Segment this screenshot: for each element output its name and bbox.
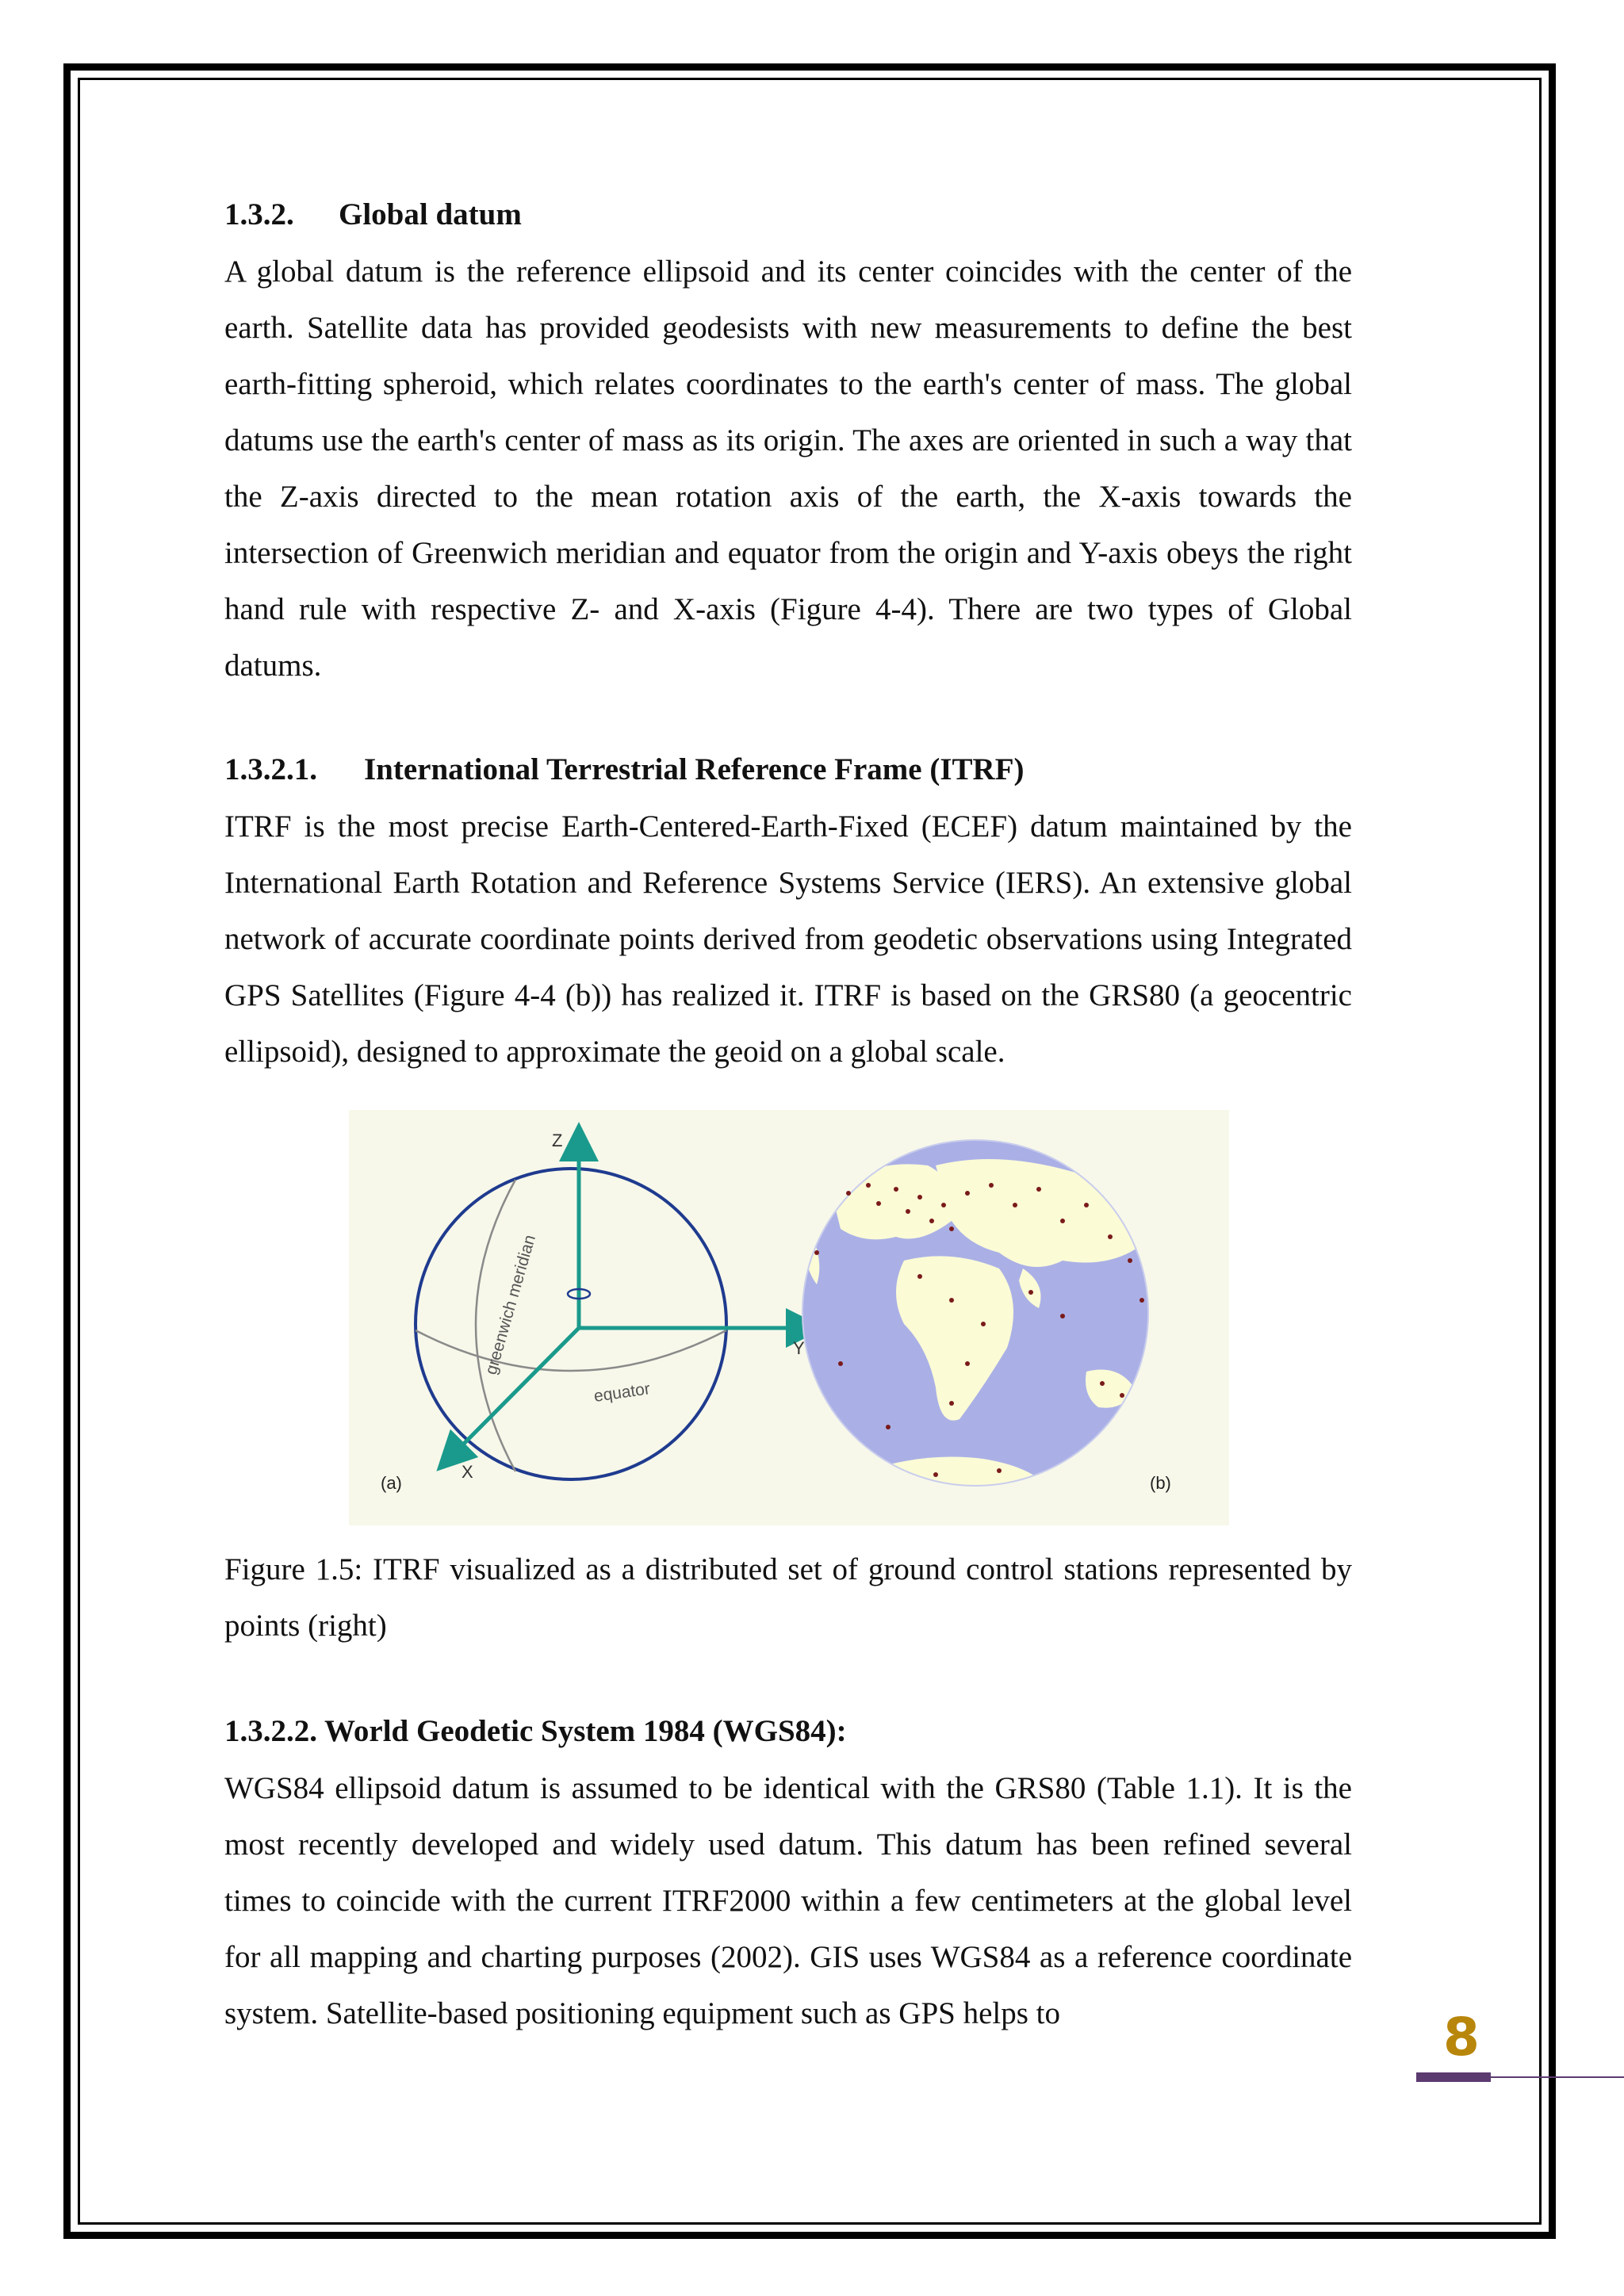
station-point — [1128, 1258, 1132, 1263]
station-point — [941, 1203, 946, 1207]
station-point — [1060, 1314, 1065, 1318]
station-point — [1013, 1203, 1017, 1207]
station-point — [981, 1322, 986, 1326]
section-title: Global datum — [339, 197, 522, 232]
meridian-label: greenwich meridian — [481, 1232, 539, 1377]
sphere-outline — [416, 1169, 726, 1479]
station-point — [1028, 1290, 1033, 1295]
section-title: International Terrestrial Reference Frame (ITRF) — [364, 752, 1025, 786]
section-number: 1.3.2.1. — [224, 752, 317, 786]
page-content — [224, 186, 1352, 2042]
paragraph-itrf: ITRF is the most precise Earth-Centered-Earth-Fixed (ECEF) datum maintained by the International Earth Rotation and Reference Systems Service (IERS). An extensive global network of accurate coordinate points derived from geodetic observations using Integrated GPS Satellites (Figure 4-4 (b)) has realized it. ITRF is based on the GRS80 (a geocentric ellipsoid), designed to approximate the geoid on a global scale. — [224, 809, 1352, 1069]
station-point — [965, 1361, 970, 1366]
station-point — [1060, 1219, 1065, 1223]
station-point — [917, 1195, 922, 1200]
station-point — [866, 1183, 871, 1188]
section-heading-wgs84: 1.3.2.2. World Geodetic System 1984 (WGS84): — [224, 1714, 847, 1748]
station-point — [886, 1425, 891, 1429]
station-point — [917, 1274, 922, 1279]
ecef-axes-diagram — [381, 1131, 806, 1493]
station-point — [949, 1226, 954, 1231]
station-point — [997, 1468, 1002, 1473]
x-axis-label: X — [462, 1462, 473, 1482]
panel-b-label: (b) — [1150, 1473, 1171, 1493]
station-point — [929, 1219, 934, 1223]
station-point — [1036, 1187, 1041, 1192]
station-point — [1139, 1298, 1144, 1303]
station-point — [876, 1201, 881, 1206]
station-point — [1084, 1203, 1089, 1207]
page-number-bar — [1416, 2072, 1491, 2082]
station-point — [846, 1191, 851, 1196]
paragraph-wgs84: WGS84 ellipsoid datum is assumed to be identical with the GRS80 (Table 1.1). It is the most recently developed and widely used datum. This datum has been refined several times to coincide with the current ITRF2000 within a few centimeters at the global level for all mapping and charting purposes (2002). GIS uses WGS84 as a reference coordinate system. Satellite-based positioning equipment such as GPS helps to — [224, 1771, 1352, 2030]
land-europe-north — [833, 1164, 953, 1239]
section-number: 1.3.2. — [224, 197, 294, 232]
station-point — [1100, 1381, 1105, 1386]
section-heading-itrf — [224, 741, 1352, 798]
station-point — [989, 1183, 994, 1188]
station-point — [949, 1401, 954, 1406]
y-axis-label: Y — [793, 1338, 805, 1358]
equator-label: equator — [592, 1380, 652, 1406]
station-point — [894, 1187, 898, 1192]
paragraph-global-datum: A global datum is the reference ellipsoid and its center coincides with the center of the earth. Satellite data has provided geodesists with new measurements to define the best earth-fitting spheroid, which relates coordinates to the earth's center of mass. The global datums use the earth's center of mass as its origin. The axes are oriented in such a way that the Z-axis directed to the mean rotation axis of the earth, the X-axis towards the intersection of Greenwich meridian and equator from the origin and Y-axis obeys the right hand rule with respective Z- and X-axis (Figure 4-4). There are two types of Global datums. — [224, 254, 1352, 683]
station-point — [1120, 1393, 1124, 1398]
panel-a-label: (a) — [381, 1473, 402, 1493]
figure-container — [224, 1080, 1352, 1541]
page-number: 8 — [1443, 2007, 1480, 2068]
figure-caption: Figure 1.5: ITRF visualized as a distributed set of ground control stations represented by points (right) — [224, 1552, 1352, 1643]
station-point — [906, 1209, 910, 1214]
itrf-globe — [802, 1140, 1171, 1493]
station-point — [838, 1361, 843, 1366]
section-heading-global-datum — [224, 186, 1352, 243]
x-axis-line — [450, 1328, 579, 1457]
station-point — [1108, 1234, 1113, 1239]
station-point — [814, 1250, 819, 1255]
page-number-rule — [1491, 2076, 1624, 2078]
station-point — [949, 1298, 954, 1303]
z-axis-label: Z — [552, 1131, 563, 1150]
station-point — [965, 1191, 970, 1196]
station-point — [933, 1472, 938, 1477]
figure-itrf — [349, 1110, 1229, 1525]
